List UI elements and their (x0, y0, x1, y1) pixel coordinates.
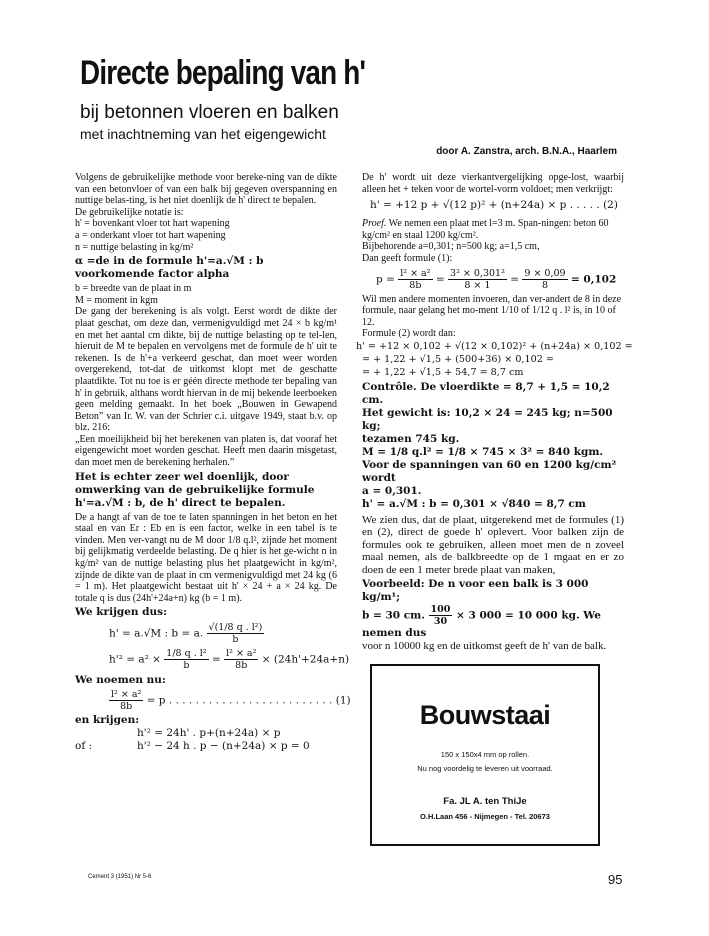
control-line: tezamen 745 kg. (362, 432, 460, 445)
fraction-denominator: 8 × 1 (464, 279, 491, 291)
equation-text: h' = a.√M : b = a. (109, 627, 204, 640)
author-byline: door A. Zanstra, arch. B.N.A., Haarlem (436, 146, 617, 157)
equation-h-squared (109, 648, 350, 672)
definition: n = nuttige belasting in kg/m² (75, 241, 194, 253)
formula-2: h' = +12 p + √(12 p)² + (n+24a) × p . . . . . (2) (370, 199, 618, 212)
fraction (109, 689, 143, 712)
example-line (362, 604, 624, 640)
bold-statement: Het is echter zeer wel doenlijk, door omwerking van de gebruikelijke formule h'=a.√M : b, de h' direct te bepalen. (75, 470, 315, 509)
ad-title: Bouwstaai (419, 700, 551, 730)
fraction-numerator: l² × a² (111, 689, 142, 701)
advertisement-box (370, 664, 600, 846)
fraction-numerator: 3² × 0,301² (450, 267, 505, 279)
equation-text: = (435, 273, 445, 286)
fraction-denominator: 30 (433, 616, 448, 628)
proef-label: Proef. (362, 218, 387, 230)
fraction (224, 648, 258, 671)
control-line: a = 0,301. (362, 484, 422, 497)
equation-text: b = 30 cm. (362, 609, 425, 622)
right-column (356, 172, 633, 653)
fraction-denominator: 8b (120, 701, 133, 713)
paragraph: Wil men andere momenten invoeren, dan ver-andert de 8 in deze formule, naar gelang het mo-ment 1/10 of 1/12 q . l² is, in 10 of 12. (362, 293, 622, 328)
quote: „Een moeilijkheid bij het berekenen van platen is, dat vooraf het eigengewicht moet worden geschat. Heeft men daarin misgetast, dan moet men de berekening herhalen.” (75, 433, 337, 469)
equation-text: = p . . . . . . . . . . . . . . . . . . . . . . . . . (1) (146, 694, 351, 707)
fraction (207, 622, 265, 645)
equation-text: × (24h'+24a+n) (261, 653, 350, 666)
definition: b = breedte van de plaat in m (75, 283, 192, 295)
fraction (448, 268, 507, 291)
fraction-denominator: b (232, 634, 239, 646)
fraction-numerator: 1/8 q . l² (166, 648, 207, 660)
we-noemen-label: We noemen nu: (75, 674, 166, 687)
ad-firm: Fa. JL A. ten ThiJe (443, 796, 527, 807)
equation-text: h'² − 24 h . p − (n+24a) × p = 0 (137, 740, 310, 753)
equation-text: × 3 000 = 10 000 kg. We nemen dus (362, 609, 601, 640)
alpha-definition: α =de in de formule h'=a.√M : b voorkomende factor alpha (75, 255, 264, 281)
paragraph: De h' wordt uit deze vierkantvergelijking opge-lost, waarbij alleen het + teken voor de wortel-vorm voldoet; men verkrijgt: (362, 172, 624, 195)
paragraph: We nemen een plaat met l=3 m. Span-ningen: beton 60 kg/cm² en staal 1200 kg/cm². (362, 218, 609, 241)
control-line: Voor de spanningen van 60 en 1200 kg/cm² wordt (362, 458, 617, 484)
article-subsubtitle: met inachtneming van het eigengewicht (80, 126, 326, 142)
equation-result: = 0,102 (570, 273, 617, 286)
calc-line: = + 1,22 + √1,5 + (500+36) × 0,102 = (362, 353, 554, 365)
calc-line: = + 1,22 + √1,5 + 54,7 = 8,7 cm (362, 366, 524, 378)
paragraph: Dan geeft formule (1): (362, 252, 453, 264)
definition: h' = bovenkant vloer tot hart wapening (75, 218, 230, 230)
example-line: Voorbeeld: De n voor een balk is 3 000 kg/m¹; (362, 578, 589, 604)
equation-text: h'² = a² × (109, 653, 161, 666)
ad-address: O.H.Laan 456 - Nijmegen - Tel. 20673 (420, 812, 550, 821)
equation-text: = (211, 653, 221, 666)
ad-line: Nu nog voordelig te leveren uit voorraad. (417, 764, 553, 773)
equation-quadratic: h'² = 24h' . p+(n+24a) × p (137, 727, 281, 740)
fraction (429, 604, 453, 627)
fraction-denominator: 8 (541, 279, 549, 291)
equation-h (109, 622, 337, 645)
fraction (522, 268, 567, 291)
control-line: h' = a.√M : b = 0,301 × √840 = 8,7 cm (362, 497, 586, 510)
fraction-numerator: l² × a² (400, 267, 431, 279)
definition: a = onderkant vloer tot hart wapening (75, 229, 226, 241)
equation-text: = (510, 273, 520, 286)
source-footer: Cement 3 (1951) Nr 5-6 (88, 874, 152, 880)
paragraph: Formule (2) wordt dan: (362, 328, 456, 340)
calc-line: h' = +12 × 0,102 + √(12 × 0,102)² + (n+24a) × 0,102 = (356, 340, 633, 352)
of-label: of : (75, 740, 93, 753)
paragraph: We zien dus, dat de plaat, uitgerekend met de formules (1) en (2), direct de goede h' oplevert. Voor balken zijn de formules ook te gebruiken, alleen moet men de n zoveel maal nemen, als de balkbreedte op de 1 mgaat en er zo doen de een 1 meter brede plaat van maken, (362, 513, 624, 576)
paragraph: De gang der berekening is als volgt. Eerst wordt de dikte der plaat geschat, om deze dan, vermenigvuldigd met 24 × b kg/m¹ en met het aantal cm dikte, bij de nuttige belasting op te tel-len, hieruit de M te bepalen en vervolgens met de formule de h' uit te rekenen. Is de h'+a verkeerd geschat, dan moet weer worden overgerekend, tot-dat de uitkomst klopt met de geschatte plaatdikte. Tot nu toe is er géén directe methode ter bepaling van h' in gebruik, althans wordt hiervan in de mij bekende leerboeken geen melding gemaakt. In het boek „Bouwen in Gewapend Beton” van Ir. W. van der Schrier c.i. uitgave 1949, staat b.v. op blz. 216: (75, 306, 337, 434)
equation-p (109, 689, 351, 713)
equation-quadratic-zero (75, 740, 337, 753)
paragraph: Volgens de gebruikelijke methode voor bereke-ning van de dikte van een betonvloer of van een balk bij gegeven overspanning en nuttige belas-ting, is het niet doenlijk de h' direct te bepalen. (75, 172, 337, 207)
paragraph: De gebruikelijke notatie is: (75, 206, 184, 218)
article-subtitle: bij betonnen vloeren en balken (80, 102, 339, 123)
fraction-numerator: √(1/8 q . l²) (208, 622, 263, 634)
page-number: 95 (608, 872, 623, 887)
paragraph: voor n 10000 kg en de uitkomst geeft de h' van de balk. (362, 640, 607, 653)
ad-line: 150 x 150x4 mm op rollen. (440, 750, 530, 759)
fraction-denominator: b (183, 660, 190, 672)
equation-text: p = (376, 273, 395, 286)
en-krijgen-label: en krijgen: (75, 714, 140, 727)
article-title: Directe bepaling van h' (80, 54, 366, 92)
paragraph: Bijbehorende a=0,301; n=500 kg; a=1,5 cm, (362, 241, 540, 253)
fraction-numerator: 100 (430, 604, 451, 616)
we-krijgen-label: We krijgen dus: (75, 606, 167, 619)
fraction-numerator: l² × a² (226, 648, 257, 660)
fraction-denominator: 8b (235, 660, 248, 672)
equation-p-calc (376, 268, 624, 291)
fraction (164, 648, 208, 671)
control-line: Contrôle. De vloerdikte = 8,7 + 1,5 = 10,2 cm. (362, 380, 610, 406)
fraction-numerator: 9 × 0,09 (524, 267, 566, 279)
paragraph: De a hangt af van de toe te laten spanningen in het beton en het staal en van Er : Eb en is een factor, welke in een tabel is te vinden. Men ver-vangt nu de M door 1/8 q.l², zijnde het moment bij gelijkmatig verdeelde belasting. De q hier is het ge-wicht n in kg/m² van de nuttige belasting plus het plaatgewicht in kg/m², zijnde de dikte van de plaat in cm vermenigvuldigd met 24 kg (6 = 1 m). Het plaatgewicht bestaat uit h' × 24 + a × 24 kg. De totale q is dus (24h'+24a+n) kg (b = 1 m). (75, 511, 337, 604)
fraction-denominator: 8b (409, 279, 422, 291)
control-line: M = 1/8 q.l² = 1/8 × 745 × 3² = 840 kgm. (362, 445, 604, 458)
control-line: Het gewicht is: 10,2 × 24 = 245 kg; n=500 kg; (362, 406, 613, 432)
fraction (398, 268, 432, 291)
left-column (75, 172, 351, 753)
definition: M = moment in kgm (75, 294, 158, 306)
